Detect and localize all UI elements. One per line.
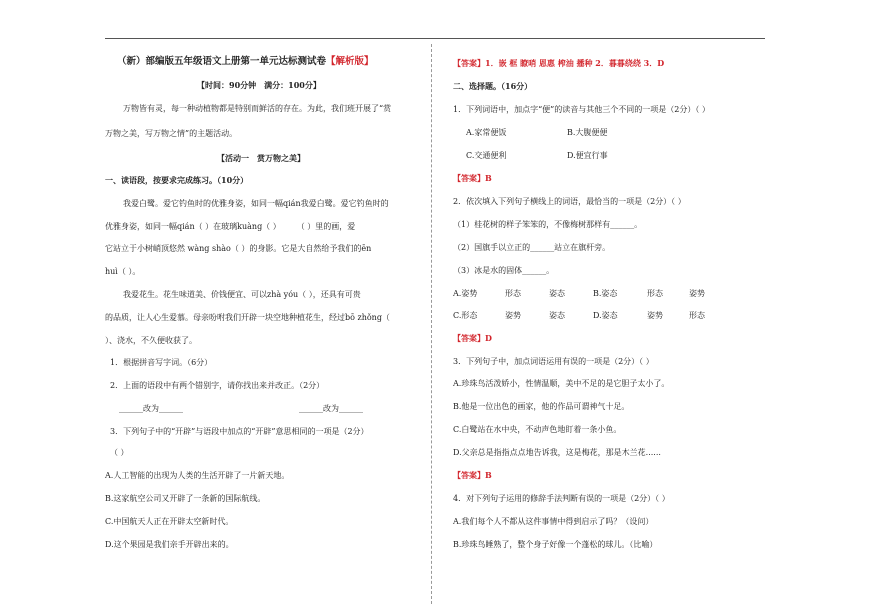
- passage-line-1: 我爱白鹭。爱它钓鱼时的优雅身姿，如同一幅qián我爱白鹭。爱它钓鱼时的: [123, 199, 389, 208]
- mc3-option-d: D.父亲总是指指点点地告诉我，这是梅花，那是木兰花......: [453, 448, 661, 457]
- mc3-option-a: A.珍珠鸟活泼娇小，性情温顺，美中不足的是它胆子太小了。: [453, 379, 670, 388]
- mc2-option-d-word-3: 形态: [689, 311, 705, 320]
- mc1-option-a: A.家常便饭: [466, 128, 507, 137]
- mc2-sentence-1: （1）桂花树的样子笨笨的，不像梅树那样有______。: [453, 220, 643, 229]
- answer-2: 【答案】D: [453, 333, 492, 343]
- mc-question-2: 2．依次填入下列句子横线上的词语，最恰当的一项是（2分）（ ）: [453, 197, 686, 206]
- q3-option-b: B.这家航空公司又开辟了一条新的国际航线。: [105, 494, 266, 503]
- mc2-option-d-word-2: 姿势: [647, 311, 663, 320]
- question-1: 1．根据拼音写字词。（6分）: [110, 358, 213, 367]
- mc3-option-c: C.白鹭站在水中央，不动声色地盯着一条小鱼。: [453, 425, 622, 434]
- mc2-option-c-word-2: 姿势: [505, 311, 521, 320]
- mc2-sentence-2: （2）国旗手以立正的______站立在旗杆旁。: [453, 243, 611, 252]
- mc-question-1: 1．下列词语中，加点字“便”的读音与其他三个不同的一项是（2分）（ ）: [453, 105, 710, 114]
- mc4-option-a: A.我们每个人不都从这件事情中得到启示了吗？（设问）: [453, 517, 654, 526]
- intro-line-2: 万物之美，写万物之情”的主题活动。: [105, 129, 238, 138]
- mc2-option-a-word-3: 姿态: [549, 289, 565, 298]
- mc2-option-a-word-1: A.姿势: [453, 289, 478, 298]
- passage-line-7: ）、浇水，不久便收获了。: [105, 336, 197, 345]
- mc1-option-c: C.交通便利: [466, 151, 507, 160]
- passage-line-5: 我爱花生。花生味道美、价钱便宜、可以zhà yóu（ ），还具有可贵: [123, 290, 361, 299]
- question-2: 2．上面的语段中有两个错别字，请你找出来并改正。（2分）: [110, 381, 325, 390]
- activity-heading: 【活动一 赏万物之美】: [217, 153, 305, 163]
- mc1-option-d: D.便宜行事: [567, 151, 608, 160]
- mc2-option-b-word-3: 姿势: [689, 289, 705, 298]
- passage-line-3: 它站立于小树峭顶悠然 wàng shào（ ）的身影。它是大自然给予我们的ēn: [105, 244, 372, 253]
- intro-line-1: 万物皆有灵，每一种动植物都是特别而鲜活的存在。为此，我们班开展了“赏: [123, 104, 392, 113]
- mc3-option-b: B.他是一位出色的画家，他的作品可谓神气十足。: [453, 402, 630, 411]
- exam-meta: 【时间：90分钟 满分：100分】: [197, 80, 321, 90]
- title-text: （新）部编版五年级语文上册第一单元达标测试卷: [117, 56, 327, 67]
- passage-line-6: 的品质，让人心生爱慕。母亲吩咐我们开辟一块空地种植花生，经过bō zhǒng（: [105, 313, 390, 322]
- q2-blank-a: ______改为______: [119, 404, 183, 413]
- answer-block-1: 【答案】1．嵌 框 瞭哨 恩惠 榨油 播种 2．暮暮绕绕 3．D: [453, 58, 665, 68]
- section-1-heading: 一、读语段，按要求完成练习。（10分）: [105, 175, 249, 185]
- page-title: [117, 56, 374, 67]
- q2-blank-b: ______改为______: [299, 404, 363, 413]
- mc4-option-b: B.珍珠鸟睡熟了，整个身子好像一个蓬松的球儿。（比喻）: [453, 540, 658, 549]
- passage-line-2: 优雅身姿，如同一幅qián（ ）在玻璃kuàng（ ） （ ）里的画，爱: [105, 222, 356, 231]
- q3-option-c: C.中国航天人正在开辟太空新时代。: [105, 517, 234, 526]
- answer-3: 【答案】B: [453, 470, 492, 480]
- mc-question-4: 4．对下列句子运用的修辞手法判断有误的一项是（2分）（ ）: [453, 494, 670, 503]
- mc2-option-c-word-1: C.形态: [453, 311, 478, 320]
- question-3-bracket: （ ）: [110, 448, 129, 457]
- question-3: 3．下列句子中的“开辟”与语段中加点的“开辟”意思相同的一项是（2分）: [110, 427, 369, 436]
- title-tag: 【解析版】: [326, 56, 374, 67]
- mc2-sentence-3: （3）冰是水的固体______。: [453, 266, 555, 275]
- mc1-option-b: B.大腹便便: [567, 128, 608, 137]
- answer-1: 【答案】B: [453, 173, 492, 183]
- mc2-option-d-word-1: D.姿态: [593, 311, 618, 320]
- section-2-heading: 二、选择题。（16分）: [453, 81, 533, 91]
- passage-line-4: huì（ ）。: [105, 267, 141, 276]
- header-rule: [105, 38, 765, 39]
- mc2-option-c-word-3: 姿态: [549, 311, 565, 320]
- mc2-option-b-word-2: 形态: [647, 289, 663, 298]
- q3-option-d: D.这个果园是我们亲手开辟出来的。: [105, 540, 234, 549]
- mc2-option-a-word-2: 形态: [505, 289, 521, 298]
- column-divider: [431, 44, 432, 604]
- mc2-option-b-word-1: B.姿态: [593, 289, 618, 298]
- q3-option-a: A.人工智能的出现为人类的生活开辟了一片新天地。: [105, 471, 290, 480]
- mc-question-3: 3．下列句子中，加点词语运用有误的一项是（2分）（ ）: [453, 357, 654, 366]
